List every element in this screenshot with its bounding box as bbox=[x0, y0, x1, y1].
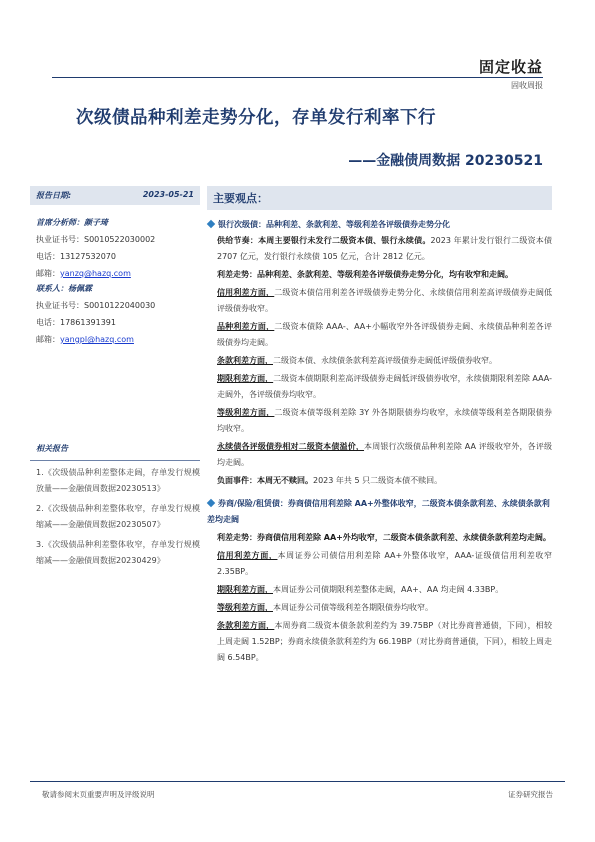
chief-email-label: 邮箱： bbox=[36, 269, 60, 278]
chief-license: 执业证书号：S0010522030002 bbox=[36, 235, 156, 244]
section-bank-subordinated-text: 银行次级债：品种利差、条款利差、等级利差各评级债券走势分化 bbox=[218, 220, 450, 229]
broker-spread-trend-lead: 利差走势：券商债信用利差除 AA+外均收窄，二级资本债条款利差、永续债条款利差均走阔。 bbox=[217, 533, 551, 542]
footer-disclaimer: 敬请参阅末页重要声明及评级说明 bbox=[42, 790, 155, 799]
spread-trend-lead: 利差走势：品种利差、条款利差、等级利差各评级债券走势分化，均有收窄和走阔。 bbox=[217, 270, 513, 279]
related-report-3[interactable]: 3.《次级债品种利差整体收窄，存单发行规模缩减——金融债周数据20230429》 bbox=[36, 540, 200, 565]
broker-term-spread-paragraph bbox=[217, 582, 552, 598]
chief-email-row bbox=[30, 268, 200, 279]
term-spread-text: 二级资本债期限利差高评级债券走阔低评级债券收窄，永续债期限利差除 AAA-走阔外，各评级债券均收窄。 bbox=[217, 374, 552, 399]
spread-trend-paragraph bbox=[217, 267, 552, 283]
grade-spread-label: 等级利差方面， bbox=[217, 408, 275, 417]
negative-event-text: 2023 年共 5 只二级资本债不赎回。 bbox=[313, 476, 443, 485]
perpetual-premium-lead: 永续债各评级债券相对二级资本债溢价， bbox=[217, 442, 365, 451]
supply-lead: 供给节奏：本周主要银行未发行二级资本债、银行永续债。 bbox=[217, 236, 431, 245]
grade-spread-text: 二级资本债等级利差除 3Y 外各期限债券均收窄，永续债等级利差各期限债券均收窄。 bbox=[217, 408, 552, 433]
contact-license: 执业证书号：S0010122040030 bbox=[36, 301, 156, 310]
related-report-1[interactable]: 1.《次级债品种利差整体走阔，存单发行规模放量——金融债周数据20230513》 bbox=[36, 468, 200, 493]
footer-report-type: 证券研究报告 bbox=[508, 790, 553, 799]
section-broker-insurance-heading bbox=[207, 496, 552, 528]
perpetual-premium-paragraph bbox=[217, 439, 552, 471]
clause-spread-label: 条款利差方面， bbox=[217, 356, 273, 365]
clause-spread-paragraph bbox=[217, 353, 552, 369]
chief-email-link[interactable]: yanzq@hazq.com bbox=[60, 269, 131, 278]
broker-clause-spread-label: 条款利差方面， bbox=[217, 621, 275, 630]
contact-email-link[interactable]: yangpl@hazq.com bbox=[60, 335, 134, 344]
broker-term-spread-text: 本周证券公司债期限利差整体走阔，AA+、AA 均走阔 4.33BP。 bbox=[273, 585, 504, 594]
header-rule bbox=[52, 77, 543, 78]
related-reports-rule bbox=[30, 460, 200, 461]
supply-text: 2023 年累计发行银行二级资本债 2707 亿元，发行银行永续债 105 亿元，合计 2812 亿元。 bbox=[217, 236, 553, 261]
report-date-label: 报告日期: bbox=[36, 191, 72, 200]
broker-credit-spread-paragraph bbox=[217, 548, 552, 580]
credit-spread-label: 信用利差方面， bbox=[217, 288, 275, 297]
credit-spread-text: 二级资本债信用利差各评级债券走势分化、永续债信用利差高评级债券走阔低评级债券收窄。 bbox=[217, 288, 553, 313]
footer-rule bbox=[30, 781, 565, 782]
diamond-bullet-icon bbox=[207, 220, 215, 228]
report-date-value: 2023-05-21 bbox=[142, 190, 194, 199]
contact-phone: 电话：17861391391 bbox=[36, 318, 116, 327]
related-reports-heading: 相关报告 bbox=[36, 444, 68, 453]
clause-spread-text: 二级资本债、永续债条款利差高评级债券走阔低评级债券收窄。 bbox=[273, 356, 497, 365]
negative-event-lead: 负面事件：本周无不赎回。 bbox=[217, 476, 313, 485]
broker-grade-spread-text: 本周证券公司债等级利差各期限债券均收窄。 bbox=[273, 603, 433, 612]
broker-grade-spread-paragraph bbox=[217, 600, 552, 616]
grade-spread-paragraph bbox=[217, 405, 552, 437]
supply-paragraph bbox=[217, 233, 552, 265]
header-subcategory: 固收周报 bbox=[511, 81, 543, 90]
term-spread-label: 期限利差方面， bbox=[217, 374, 274, 383]
contact-email-row bbox=[30, 334, 200, 345]
diamond-bullet-icon bbox=[207, 499, 215, 507]
variety-spread-text: 二级资本债除 AAA-、AA+小幅收窄外各评级债券走阔、永续债品种利差各评级债券均走阔。 bbox=[217, 322, 552, 347]
broker-grade-spread-label: 等级利差方面， bbox=[217, 603, 273, 612]
related-report-2[interactable]: 2.《次级债品种利差整体收窄，存单发行规模缩减——金融债周数据20230507》 bbox=[36, 504, 200, 529]
section-broker-insurance-text: 券商/保险/租赁债：券商债信用利差除 AA+外整体收窄，二级资本债条款利差、永续债条款利差均走阔 bbox=[207, 499, 550, 524]
variety-spread-paragraph bbox=[217, 319, 552, 351]
header-category: 固定收益 bbox=[478, 58, 543, 76]
broker-term-spread-label: 期限利差方面， bbox=[217, 585, 273, 594]
chief-phone: 电话：13127532070 bbox=[36, 252, 116, 261]
section-bank-subordinated-heading bbox=[207, 217, 552, 233]
broker-credit-spread-text: 本周证券公司债信用利差除 AA+外整体收窄，AAA-证级债信用利差收窄 2.35BP。 bbox=[217, 551, 552, 576]
main-title: 次级债品种利差走势分化，存单发行利率下行 bbox=[76, 108, 436, 128]
contact-person: 联系人：杨佩霖 bbox=[36, 284, 92, 293]
term-spread-paragraph bbox=[217, 371, 552, 403]
sub-title: ——金融债周数据 20230521 bbox=[348, 153, 543, 169]
main-viewpoints-heading: 主要观点： bbox=[207, 186, 552, 210]
right-column bbox=[207, 186, 552, 666]
variety-spread-label: 品种利差方面， bbox=[217, 322, 275, 331]
broker-clause-spread-paragraph bbox=[217, 618, 552, 666]
contact-email-label: 邮箱： bbox=[36, 335, 60, 344]
report-date-bar bbox=[30, 186, 200, 205]
negative-event-paragraph bbox=[217, 473, 552, 489]
broker-credit-spread-label: 信用利差方面， bbox=[217, 551, 278, 560]
broker-spread-trend-paragraph bbox=[217, 530, 552, 546]
broker-clause-spread-text: 本周券商二级资本债条款利差约为 39.75BP（对比券商普通债，下同），相较上周走阔 1.52BP；券商永续债条款利差约为 66.19BP（对比券商普通债，下同），相较上周走阔 6.54BP。 bbox=[217, 621, 553, 662]
perpetual-premium-text: 本周银行次级债品种利差除 AA 评级收窄外，各评级均走阔。 bbox=[217, 442, 552, 467]
left-column bbox=[30, 186, 200, 569]
credit-spread-paragraph bbox=[217, 285, 552, 317]
chief-analyst: 首席分析师：颜子琦 bbox=[36, 218, 108, 227]
